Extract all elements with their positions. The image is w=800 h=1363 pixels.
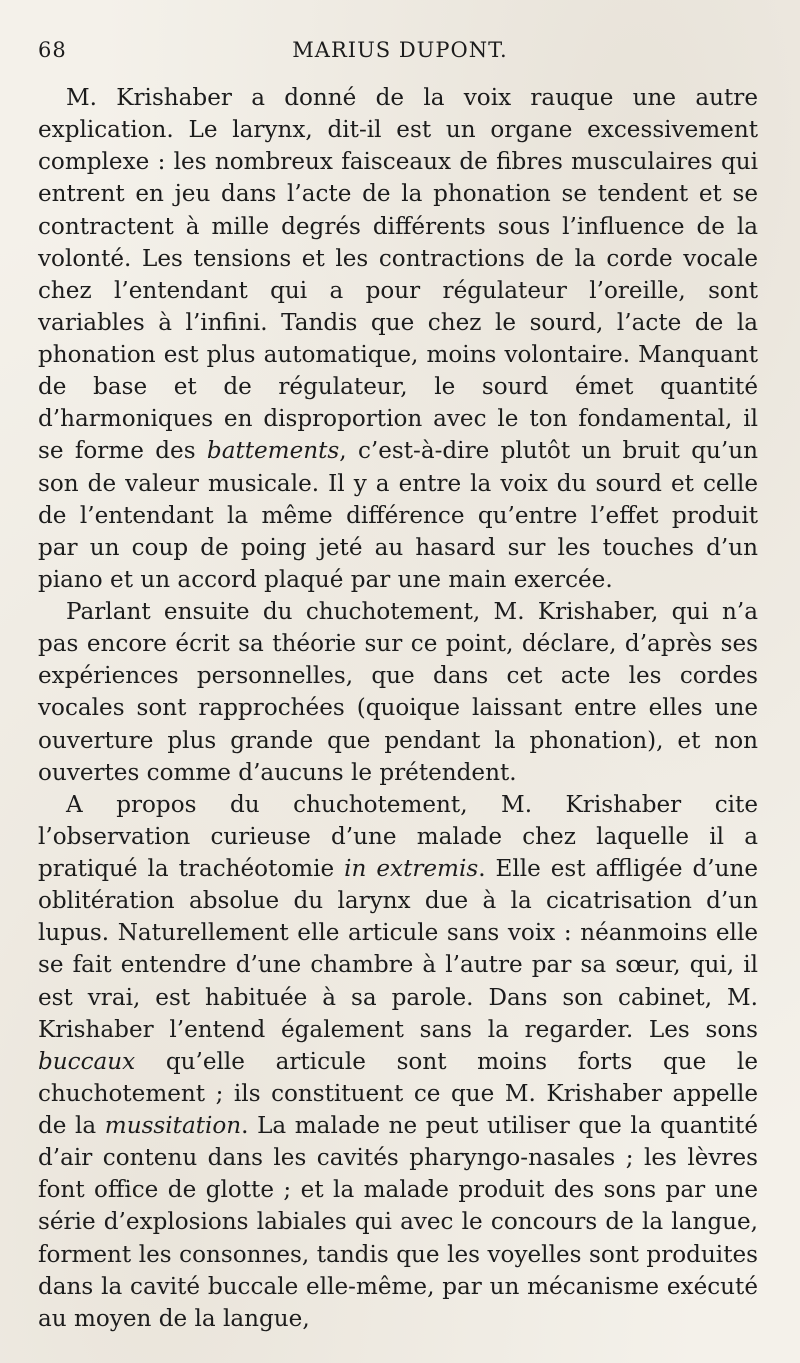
paragraph (38, 789, 758, 1335)
text-run: , c’est-à-dire plutôt un bruit qu’un son de valeur musicale. Il y a entre la voix du sourd et celle de l’entendant la même différence qu’entre l’effet produit par un coup de poing jeté au hasard sur les touches d’un piano et un accord plaqué par une main exercée. (38, 438, 758, 593)
text-run: Parlant ensuite du chuchotement, M. Krishaber, qui n’a pas encore écrit sa théorie sur ce point, déclare, d’après ses expériences personnelles, que dans cet acte les cordes vocales sont rapprochées (quoique laissant entre elles une ouverture plus grande que pendant la phonation), et non ouvertes comme d’aucuns le prétendent. (38, 599, 758, 786)
running-title: MARIUS DUPONT. (292, 38, 508, 62)
text-run: A propos du chuchotement, M. Krishaber cite l’observation curieuse d’une malade chez laquelle il a pratiqué la trachéotomie (38, 791, 758, 882)
paragraph (38, 596, 758, 789)
text-run: M. Krishaber a donné de la voix rauque une autre explication. Le larynx, dit-il est un organe excessivement complexe : les nombreux faisceaux de fibres musculaires qui entrent en jeu dans l’acte de la phonation se tendent et se contractent à mille degrés différents sous l’influence de la volonté. Les tensions et les contractions de la corde vocale chez l’entendant qui a pour régulateur l’oreille, sont variables à l’infini. Tandis que chez le sourd, l’acte de la phonation est plus automatique, moins volontaire. Manquant de base et de régulateur, le sourd émet quantité d’harmoniques en disproportion avec le ton fondamental, il se forme des (38, 85, 758, 465)
italic-term: mussitation (104, 1113, 242, 1139)
body-text (38, 82, 758, 1335)
italic-term: buccaux (38, 1048, 136, 1075)
page-number: 68 (38, 38, 67, 62)
italic-term: in extremis (344, 856, 479, 882)
text-run: . La malade ne peut utiliser que la quantité d’air contenu dans les cavités pharyngo-nasales ; les lèvres font office de glotte ; et la malade produit des sons par une série d’explosions labiales qui avec le concours de la langue, forment les consonnes, tandis que les voyelles sont produites dans la cavité buccale elle-même, par un mécanisme exécuté au moyen de la langue, (38, 1113, 758, 1332)
text-run: . Elle est affligée d’une oblitération absolue du larynx due à la cicatrisation d’un lupus. Naturellement elle articule sans voix : néanmoins elle se fait entendre d’une chambre à l’autre par sa sœur, qui, il est vrai, est habituée à sa parole. Dans son cabinet, M. Krishaber l’entend également sans la regarder. Les sons (38, 856, 758, 1043)
italic-term: battements (206, 438, 340, 465)
page-header (38, 34, 762, 74)
text-run: qu’elle articule sont moins forts que le chuchotement ; ils constituent ce que M. Krishaber appelle de la (38, 1048, 758, 1139)
paragraph (38, 82, 758, 596)
